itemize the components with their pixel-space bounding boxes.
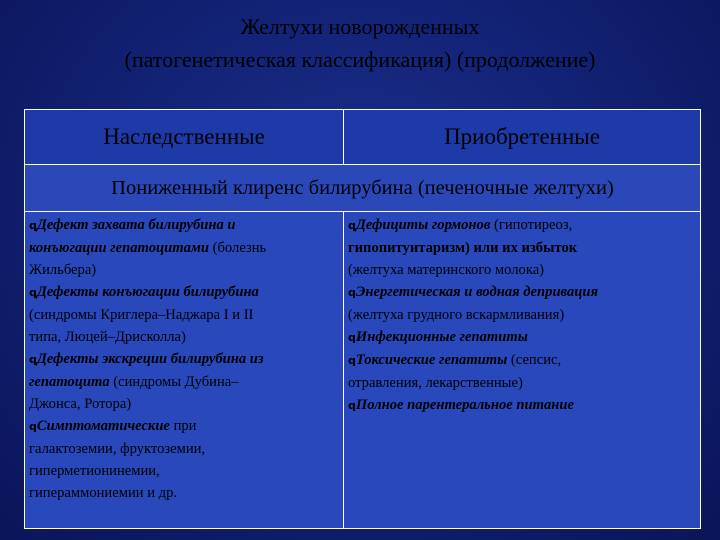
bullet-icon: q (348, 286, 356, 299)
bullet-icon: q (29, 286, 37, 299)
reduced-clearance-row: Пониженный клиренс билирубина (печеночные желтухи) (25, 165, 701, 212)
list-line (348, 326, 696, 349)
classification-table (24, 109, 701, 529)
list-item-text: гиперметионинемии, (29, 463, 160, 479)
list-item-text: при (169, 418, 197, 434)
list-item-bold: Дефект захвата билирубина и (36, 217, 236, 233)
list-item-bold: Полное парентеральное питание (355, 397, 574, 413)
bullet-icon: q (348, 331, 356, 344)
list-item-text: Джонса, Ротора) (29, 396, 132, 412)
list-item-bold: Симптоматические (36, 418, 170, 434)
list-line (348, 394, 696, 417)
list-line (348, 304, 696, 326)
list-item-text: (гипотиреоз, (490, 217, 573, 233)
list-item-text: (сепсис, (507, 352, 562, 368)
list-line (348, 259, 696, 281)
list-line (29, 371, 339, 393)
list-item-text: (синдромы Криглера–Наджара I и II (29, 307, 254, 323)
list-item-text: (желтуха грудного вскармливания) (348, 307, 565, 323)
slide-title (0, 10, 720, 76)
list-line (29, 348, 339, 371)
list-line (29, 482, 339, 504)
list-item-bold: гипопитуитаризм) или их избыток (348, 240, 578, 256)
list-item-text: галактоземии, фруктоземии, (29, 441, 206, 457)
list-line (29, 393, 339, 415)
inherited-list (25, 212, 344, 529)
slide-title-line1: Желтухи новорожденных (240, 14, 480, 39)
list-item-bold: Токсические гепатиты (355, 352, 508, 368)
list-item-text: Жильбера) (29, 262, 97, 278)
list-item-bold: конъюгации гепатоцитами (29, 240, 209, 256)
bullet-icon: q (29, 219, 37, 232)
bullet-icon: q (348, 354, 356, 367)
list-item-text: (синдромы Дубина– (109, 374, 239, 390)
header-inherited (25, 110, 344, 165)
list-line (29, 304, 339, 326)
list-item-bold: Дефициты гормонов (355, 217, 491, 233)
list-line (29, 460, 339, 482)
header-inherited-label: Наследственные (103, 124, 265, 149)
list-line (348, 214, 696, 237)
list-line (29, 259, 339, 281)
list-line (29, 326, 339, 348)
list-line (348, 372, 696, 394)
list-line (29, 438, 339, 460)
list-item-bold: Энергетическая и водная депривация (355, 284, 599, 300)
list-item-bold: Дефекты конъюгации билирубина (36, 284, 259, 300)
list-item-text: (желтуха материнского молока) (348, 262, 545, 278)
list-item-bold: Инфекционные гепатиты (355, 329, 528, 345)
list-line (29, 214, 339, 237)
bullet-icon: q (29, 353, 37, 366)
list-item-text: типа, Люцей–Дрисколла) (29, 329, 186, 345)
list-line (29, 281, 339, 304)
bullet-icon: q (348, 219, 356, 232)
list-item-text: (болезнь (209, 240, 267, 256)
list-item-text: отравления, лекарственные) (348, 375, 523, 391)
list-line (348, 349, 696, 372)
list-line (29, 415, 339, 438)
list-item-bold: гепатоцита (29, 374, 110, 390)
header-acquired (344, 110, 701, 165)
bullet-icon: q (29, 420, 37, 433)
list-line (348, 237, 696, 259)
list-line (348, 281, 696, 304)
bullet-icon: q (348, 399, 356, 412)
list-item-text: гипераммониемии и др. (29, 485, 178, 501)
slide-title-line2: (патогенетическая классификация) (продолжение) (124, 47, 596, 72)
header-acquired-label: Приобретенные (444, 124, 600, 149)
acquired-list (344, 212, 701, 529)
list-item-bold: Дефекты экскреции билирубина из (36, 351, 264, 367)
list-line (29, 237, 339, 259)
